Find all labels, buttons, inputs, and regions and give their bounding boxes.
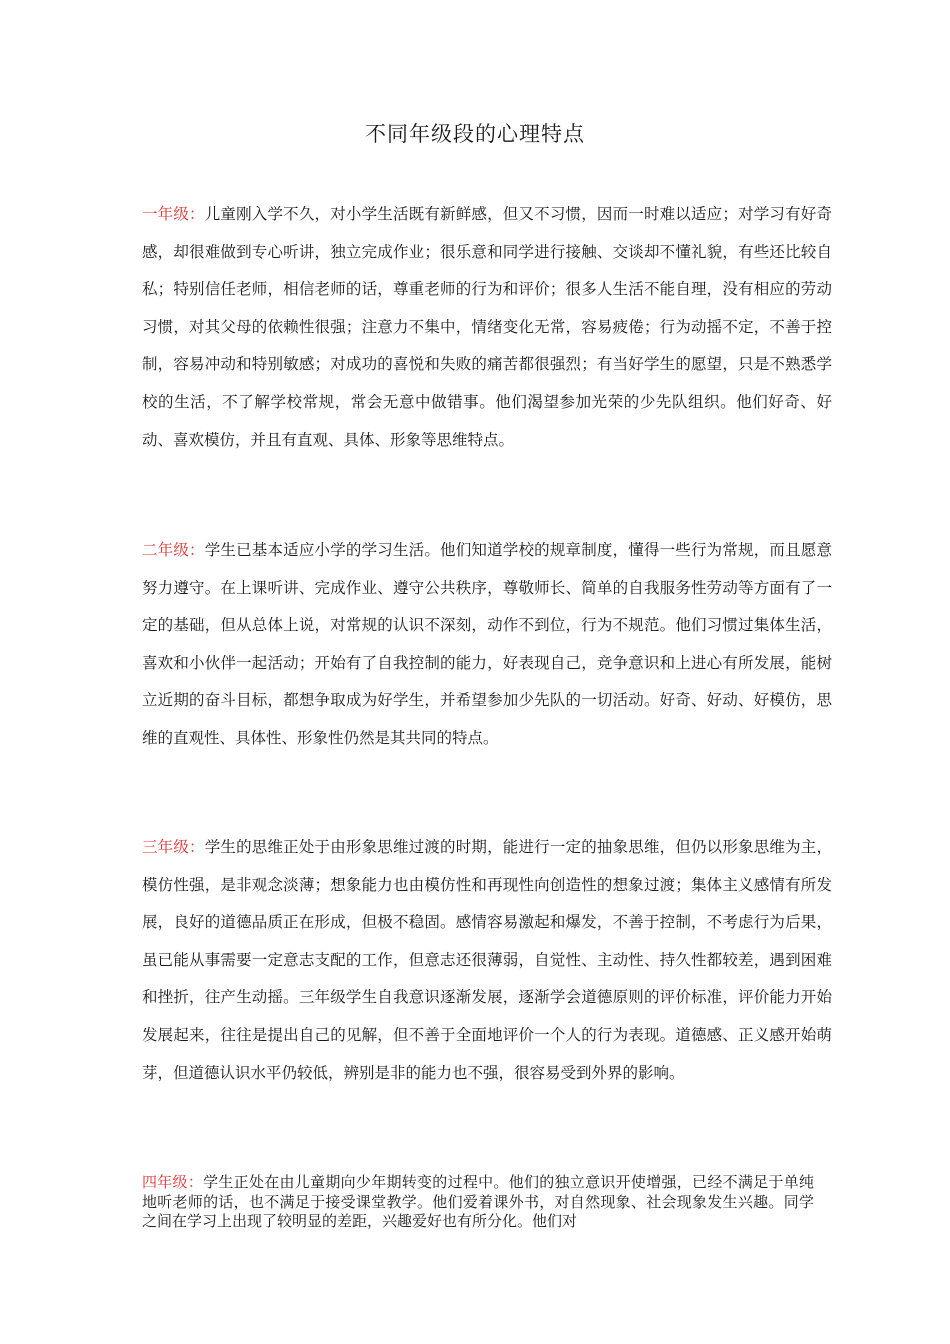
- grade-2-label: 二年级：: [142, 541, 205, 559]
- grade-1-label: 一年级：: [142, 205, 205, 223]
- grade-3-section: [142, 829, 832, 1092]
- grade-2-section: [142, 532, 832, 758]
- page-title: 不同年级段的心理特点: [365, 122, 585, 146]
- grade-4-text: 学生正处在由儿童期向少年期转变的过程中。他们的独立意识开使增强，已经不满足于单纯地听老师的话，也不满足于接受课堂教学。他们爱着课外书，对自然现象、社会现象发生兴趣。同学之间在学习上出现了较明显的差距，兴趣爱好也有所分化。他们对: [142, 1173, 814, 1230]
- grade-1-text: 儿童刚入学不久，对小学生活既有新鲜感，但又不习惯，因而一时难以适应；对学习有好奇感，却很难做到专心听讲，独立完成作业；很乐意和同学进行接触、交谈却不懂礼貌，有些还比较自私；特别信任老师，相信老师的话，尊重老师的行为和评价；很多人生活不能自理，没有相应的劳动习惯，对其父母的依赖性很强；注意力不集中，情绪变化无常，容易疲倦；行为动摇不定，不善于控制，容易冲动和特别敏感；对成功的喜悦和失败的痛苦都很强烈；有当好学生的愿望，只是不熟悉学校的生活，不了解学校常规，常会无意中做错事。他们渴望参加光荣的少先队组织。他们好奇、好动、喜欢模仿，并且有直观、具体、形象等思维特点。: [142, 205, 832, 449]
- grade-2-text: 学生已基本适应小学的学习生活。他们知道学校的规章制度，懂得一些行为常规，而且愿意努力遵守。在上课听讲、完成作业、遵守公共秩序，尊敬师长、简单的自我服务性劳动等方面有了一定的基础，但从总体上说，对常规的认识不深刻，动作不到位，行为不规范。他们习惯过集体生活，喜欢和小伙伴一起活动；开始有了自我控制的能力，好表现自己，竞争意识和上进心有所发展，能树立近期的奋斗目标，都想争取成为好学生，并希望参加少先队的一切活动。好奇、好动、好模仿，思维的直观性、具体性、形象性仍然是其共同的特点。: [142, 541, 832, 747]
- grade-4-section: [142, 1173, 814, 1232]
- grade-3-text: 学生的思维正处于由形象思维过渡的时期，能进行一定的抽象思维，但仍以形象思维为主，模仿性强，是非观念淡薄；想象能力也由模仿性和再现性向创造性的想象过渡；集体主义感情有所发展，良好的道德品质正在形成，但极不稳固。感情容易激起和爆发，不善于控制，不考虑行为后果，虽已能从事需要一定意志支配的工作，但意志还很薄弱，自觉性、主动性、持久性都较差，遇到困难和挫折，往产生动摇。三年级学生自我意识逐渐发展，逐渐学会道德原则的评价标准，评价能力开始发展起来，往往是提出自己的见解，但不善于全面地评价一个人的行为表现。道德感、正义感开始萌芽，但道德认识水平仍较低，辨别是非的能力也不强，很容易受到外界的影响。: [142, 838, 832, 1082]
- grade-3-label: 三年级：: [142, 838, 205, 856]
- grade-1-section: [142, 196, 832, 459]
- grade-4-label: 四年级：: [142, 1173, 204, 1191]
